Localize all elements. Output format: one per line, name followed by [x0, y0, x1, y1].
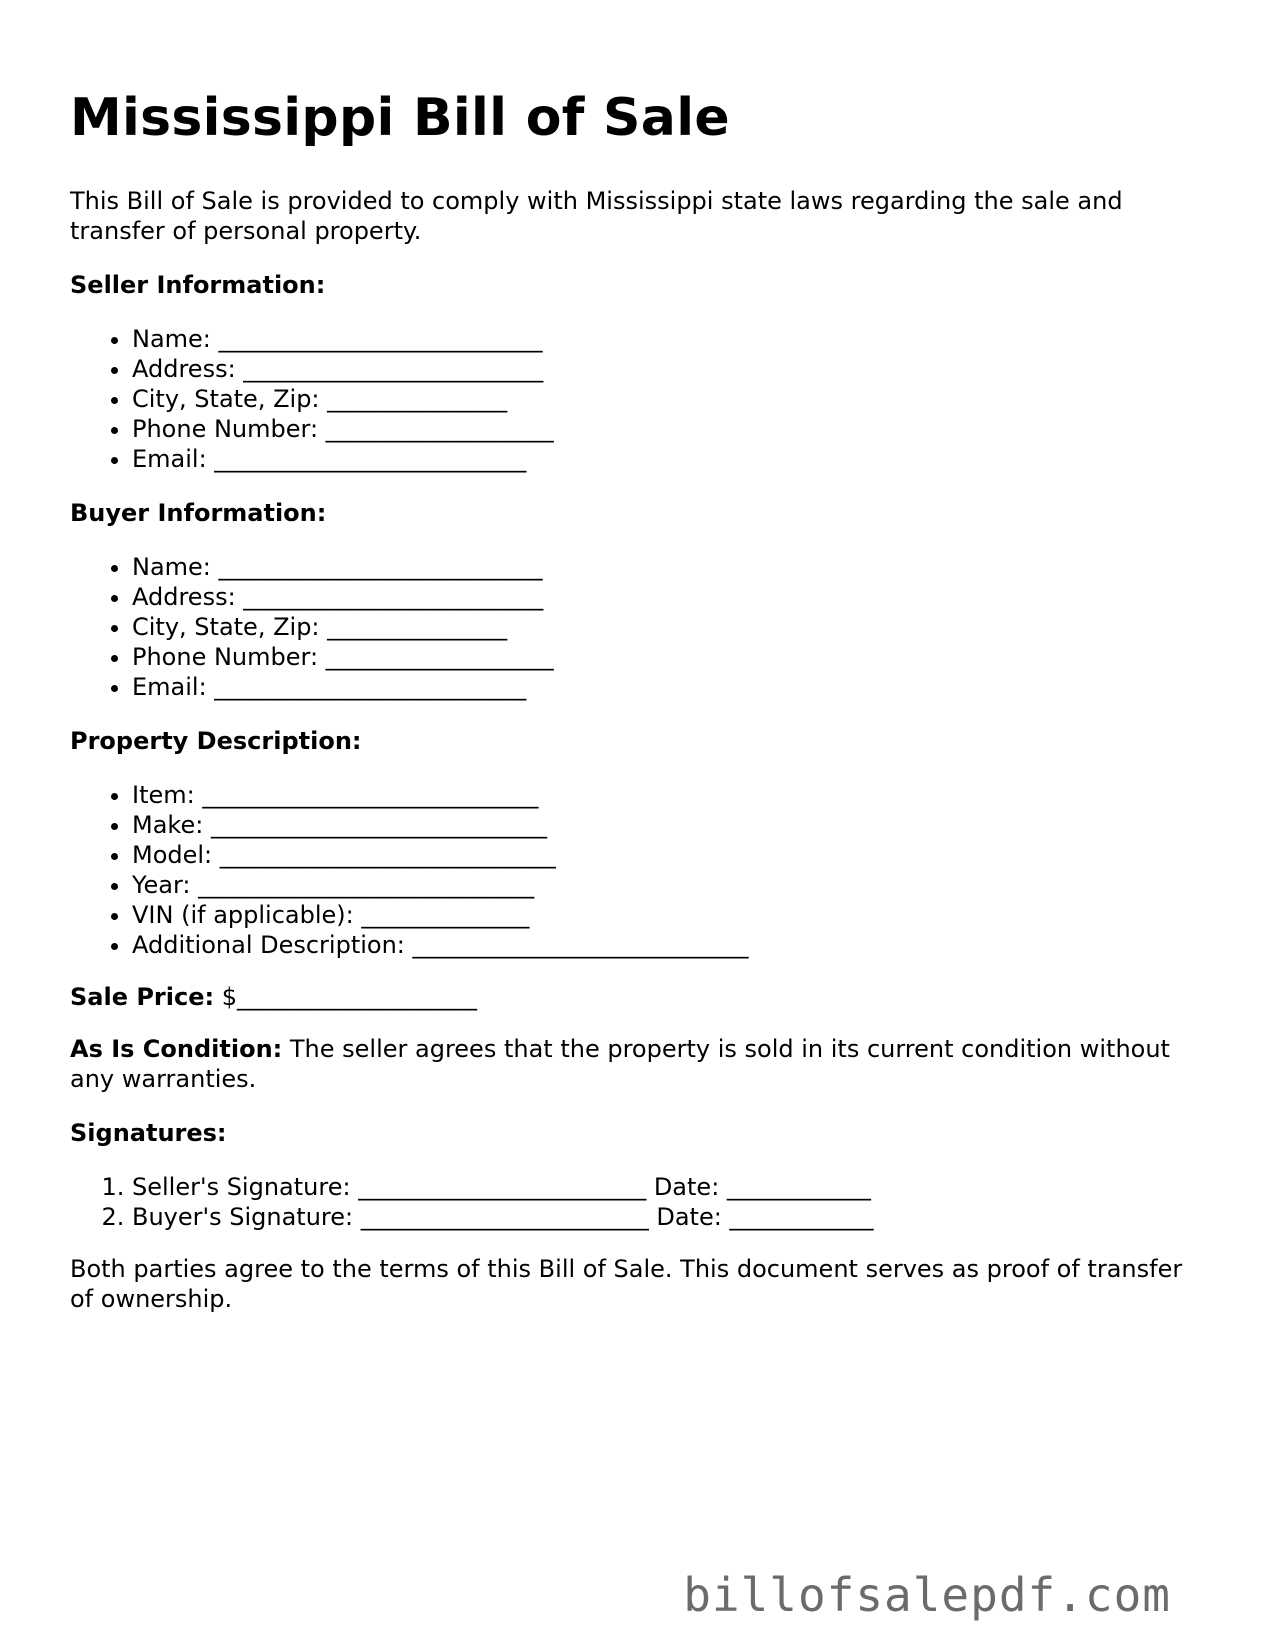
- signatures-heading: Signatures:: [70, 1119, 227, 1147]
- buyer-heading: Buyer Information:: [70, 499, 327, 527]
- page-title: Mississippi Bill of Sale: [70, 88, 730, 148]
- watermark-text: billofsalepdf.com: [683, 1568, 1171, 1622]
- sale-price-line: [70, 982, 1210, 1012]
- property-vin-field: • VIN (if applicable): ______________: [132, 900, 1210, 930]
- seller-signature-line: 1. Seller's Signature: ________________________ Date: ____________: [132, 1172, 1210, 1202]
- seller-phone-field: • Phone Number: ___________________: [132, 414, 1210, 444]
- condition-label: As Is Condition:: [70, 1035, 283, 1063]
- buyer-name-field: • Name: ___________________________: [132, 552, 1210, 582]
- seller-address-field: • Address: _________________________: [132, 354, 1210, 384]
- buyer-signature-line: 2. Buyer's Signature: ________________________ Date: ____________: [132, 1202, 1210, 1232]
- property-heading: Property Description:: [70, 727, 362, 755]
- property-model-field: • Model: ____________________________: [132, 840, 1210, 870]
- buyer-city-state-zip-field: • City, State, Zip: _______________: [132, 612, 1210, 642]
- seller-heading: Seller Information:: [70, 271, 326, 299]
- property-additional-description-field: • Additional Description: ____________________________: [132, 930, 1210, 960]
- seller-email-field: • Email: __________________________: [132, 444, 1210, 474]
- condition-paragraph: [70, 1034, 1210, 1094]
- buyer-address-field: • Address: _________________________: [132, 582, 1210, 612]
- seller-name-field: • Name: ___________________________: [132, 324, 1210, 354]
- signatures-list: [70, 1172, 1210, 1232]
- seller-city-state-zip-field: • City, State, Zip: _______________: [132, 384, 1210, 414]
- property-year-field: • Year: ____________________________: [132, 870, 1210, 900]
- buyer-phone-field: • Phone Number: ___________________: [132, 642, 1210, 672]
- sale-price-label: Sale Price:: [70, 983, 215, 1011]
- intro-paragraph: This Bill of Sale is provided to comply with Mississippi state laws regarding the sale and transfer of personal property.: [70, 187, 1123, 245]
- condition-text: The seller agrees that the property is sold in its current condition without any warranties.: [70, 1035, 1170, 1093]
- sale-price-value: $____________________: [221, 983, 478, 1011]
- property-make-field: • Make: ____________________________: [132, 810, 1210, 840]
- property-item-field: • Item: ____________________________: [132, 780, 1210, 810]
- buyer-list: [70, 552, 1210, 702]
- property-list: [70, 780, 1210, 960]
- document-page: [70, 0, 1210, 1314]
- closing-paragraph: Both parties agree to the terms of this Bill of Sale. This document serves as proof of transfer of ownership.: [70, 1255, 1183, 1313]
- buyer-email-field: • Email: __________________________: [132, 672, 1210, 702]
- seller-list: [70, 324, 1210, 474]
